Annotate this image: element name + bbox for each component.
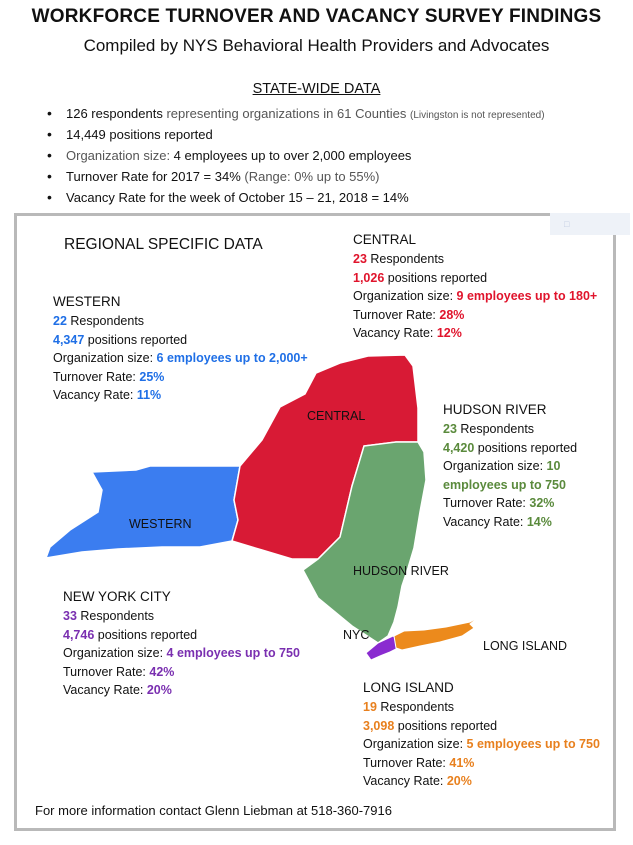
nyc-positions: 4,746 positions reported [63, 627, 198, 642]
hudson-respondents: 23 Respondents [443, 422, 535, 436]
central-positions: 1,026 positions reported [353, 270, 488, 285]
statewide-heading: STATE-WIDE DATA [252, 81, 381, 97]
region-western-shape [46, 466, 240, 558]
map-label-central: CENTRAL [307, 409, 366, 423]
western-vacancy: Vacancy Rate: 11% [53, 388, 162, 402]
statewide-turnover: • Turnover Rate for 2017 = 34% (Range: 0% up to 55%) [40, 166, 545, 187]
longisland-positions: 3,098 positions reported [363, 718, 498, 733]
nyc-turnover: Turnover Rate: 42% [63, 664, 175, 679]
hudson-stats [443, 400, 577, 531]
region-longisland-shape [394, 616, 480, 650]
watermark-icon: □ [550, 213, 630, 235]
nyc-vacancy: Vacancy Rate: 20% [63, 683, 172, 697]
nyc-stats [63, 587, 300, 700]
central-vacancy: Vacancy Rate: 12% [353, 326, 462, 340]
statewide-positions: • 14,449 positions reported [40, 124, 545, 145]
page-subtitle: Compiled by NYS Behavioral Health Providers and Advocates [83, 36, 550, 55]
hudson-heading: HUDSON RIVER [443, 402, 547, 417]
page-title: WORKFORCE TURNOVER AND VACANCY SURVEY FINDINGS [31, 6, 602, 27]
map-label-longisland: LONG ISLAND [483, 639, 568, 653]
footer-contact: For more information contact Glenn Liebman at 518-360-7916 [35, 803, 392, 818]
western-org-size: Organization size: 6 employees up to 2,000+ [53, 351, 308, 365]
map-label-hudson: HUDSON RIVER [353, 564, 449, 578]
western-heading: WESTERN [53, 294, 121, 309]
central-respondents: 23 Respondents [353, 252, 445, 266]
central-heading: CENTRAL [353, 232, 417, 247]
hudson-turnover: Turnover Rate: 32% [443, 496, 555, 510]
hudson-positions: 4,420 positions reported [443, 440, 578, 455]
longisland-stats [363, 678, 600, 791]
central-turnover: Turnover Rate: 28% [353, 307, 465, 322]
longisland-org-size: Organization size: 5 employees up to 750 [363, 737, 600, 751]
nyc-org-size: Organization size: 4 employees up to 750 [63, 646, 300, 660]
regional-heading: REGIONAL SPECIFIC DATA [64, 236, 263, 253]
western-respondents: 22 Respondents [53, 314, 145, 328]
nyc-heading: NEW YORK CITY [63, 589, 171, 604]
hudson-org-size: Organization size: 10 [443, 459, 561, 473]
longisland-heading: LONG ISLAND [363, 680, 454, 695]
statewide-respondents: • 126 respondents representing organizations in 61 Counties (Livingston is not represented) [40, 103, 545, 124]
map-label-western: WESTERN [129, 517, 192, 531]
hudson-org-size-cont: employees up to 750 [443, 477, 566, 492]
statewide-org-size: • Organization size: 4 employees up to over 2,000 employees [40, 145, 545, 166]
longisland-turnover: Turnover Rate: 41% [363, 755, 475, 770]
central-org-size: Organization size: 9 employees up to 180+ [353, 289, 598, 303]
western-turnover: Turnover Rate: 25% [53, 369, 165, 384]
nyc-respondents: 33 Respondents [63, 609, 155, 623]
western-stats [53, 292, 308, 405]
western-positions: 4,347 positions reported [53, 332, 188, 347]
longisland-respondents: 19 Respondents [363, 700, 455, 714]
hudson-vacancy: Vacancy Rate: 14% [443, 514, 552, 529]
longisland-vacancy: Vacancy Rate: 20% [363, 774, 472, 788]
map-label-nyc: NYC [343, 628, 370, 642]
statewide-vacancy: • Vacancy Rate for the week of October 15 – 21, 2018 = 14% [40, 187, 545, 208]
central-stats [353, 230, 597, 343]
